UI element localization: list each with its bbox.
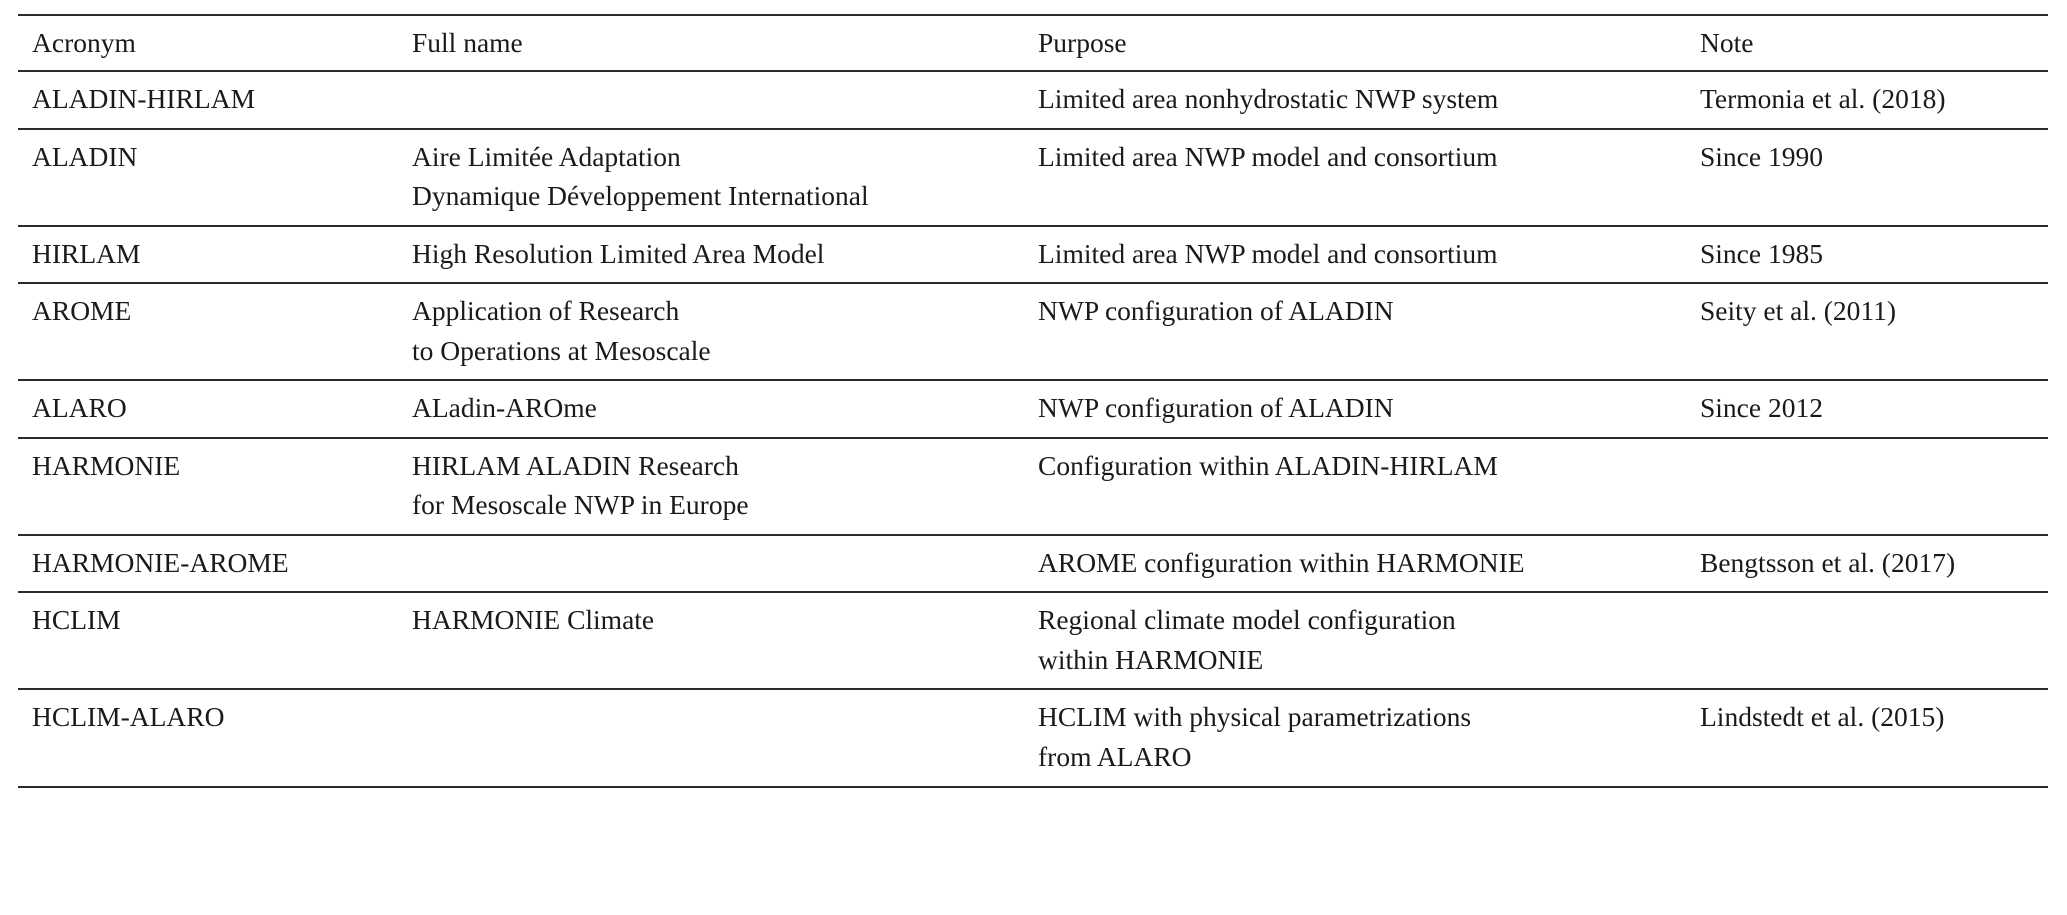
table-cell-acronym — [18, 689, 398, 787]
table-cell-note — [1686, 689, 2048, 787]
table-header — [18, 15, 2048, 71]
table-cell-fullname — [398, 535, 1024, 592]
table-cell-empty — [412, 81, 1006, 116]
column-header-note-label: Note — [1700, 27, 1754, 58]
table-cell-content — [1024, 545, 1686, 580]
acronym-definitions-table — [18, 14, 2048, 788]
table-cell-content — [1686, 699, 2048, 734]
table-cell-line: Seity et al. (2011) — [1700, 295, 1897, 327]
table-cell-line: AROME configuration within HARMONIE — [1038, 546, 1525, 578]
table-cell-fullname — [398, 592, 1024, 689]
table-cell-content — [1686, 236, 2048, 271]
table-cell-content — [1686, 448, 2048, 483]
table-cell-line: Limited area nonhydrostatic NWP system — [1038, 83, 1499, 115]
table-cell-content — [398, 602, 1024, 637]
column-header-full-name-label: Full name — [412, 27, 523, 58]
table-cell-line: from ALARO — [1038, 740, 1192, 772]
table-cell-line: Application of Research — [412, 295, 680, 327]
table-cell-empty — [412, 545, 1006, 580]
table-cell-note — [1686, 592, 2048, 689]
table-cell-content — [398, 448, 1024, 523]
table-cell-content — [398, 545, 1024, 580]
table-cell-fullname — [398, 438, 1024, 535]
table-cell-line: HARMONIE Climate — [412, 604, 655, 636]
table-cell-content — [1686, 293, 2048, 328]
table-header-row — [18, 15, 2048, 71]
table-cell-line: ALARO — [32, 392, 127, 424]
table-cell-empty — [412, 699, 1006, 734]
table-cell-content — [1024, 390, 1686, 425]
table-cell-fullname — [398, 689, 1024, 787]
table-row — [18, 438, 2048, 535]
table-cell-line: HCLIM with physical parametrizations — [1038, 701, 1472, 733]
table-cell-note — [1686, 226, 2048, 283]
table-cell-purpose — [1024, 592, 1686, 689]
table-cell-empty — [1700, 602, 2030, 637]
table-cell-fullname — [398, 226, 1024, 283]
table-cell-content — [18, 699, 398, 734]
table-cell-line: HIRLAM — [32, 237, 141, 269]
table-row — [18, 283, 2048, 380]
table-cell-line: Bengtsson et al. (2017) — [1700, 546, 1956, 578]
table-cell-note — [1686, 283, 2048, 380]
table-cell-line: Configuration within ALADIN-HIRLAM — [1038, 449, 1498, 481]
table-cell-content — [18, 545, 398, 580]
table-cell-acronym — [18, 438, 398, 535]
table-cell-line: HIRLAM ALADIN Research — [412, 449, 739, 481]
table-cell-content — [1024, 602, 1686, 677]
table-cell-purpose — [1024, 535, 1686, 592]
table-cell-note — [1686, 380, 2048, 437]
table-cell-content — [1686, 390, 2048, 425]
table-cell-line: Since 1985 — [1700, 237, 1823, 269]
table-cell-content — [1024, 448, 1686, 483]
table-cell-note — [1686, 129, 2048, 226]
table-cell-line: Limited area NWP model and consortium — [1038, 140, 1498, 172]
table-row — [18, 129, 2048, 226]
table-cell-line: Limited area NWP model and consortium — [1038, 237, 1498, 269]
table-cell-content — [18, 236, 398, 271]
table-cell-line: HCLIM-ALARO — [32, 701, 225, 733]
column-header-full-name — [398, 15, 1024, 71]
table-cell-line: Aire Limitée Adaptation — [412, 140, 681, 172]
table-cell-line: Termonia et al. (2018) — [1700, 83, 1946, 115]
table-cell-content — [1024, 139, 1686, 174]
table-cell-purpose — [1024, 689, 1686, 787]
table-cell-purpose — [1024, 283, 1686, 380]
table-cell-acronym — [18, 380, 398, 437]
table-cell-empty — [1700, 448, 2030, 483]
table-cell-line: Dynamique Développement International — [412, 180, 869, 212]
table-cell-purpose — [1024, 380, 1686, 437]
column-header-purpose — [1024, 15, 1686, 71]
column-header-acronym — [18, 15, 398, 71]
table-cell-content — [18, 448, 398, 483]
table-cell-line: Since 2012 — [1700, 392, 1823, 424]
table-row — [18, 226, 2048, 283]
table-cell-content — [398, 390, 1024, 425]
table-cell-content — [18, 390, 398, 425]
table-cell-acronym — [18, 283, 398, 380]
table-cell-line: within HARMONIE — [1038, 643, 1264, 675]
table-cell-line: ALADIN — [32, 140, 138, 172]
column-header-acronym-label: Acronym — [32, 27, 136, 58]
table-cell-content — [398, 293, 1024, 368]
table-cell-content — [1024, 699, 1686, 774]
table-cell-line: ALadin-AROme — [412, 392, 597, 424]
table-cell-line: HARMONIE — [32, 449, 181, 481]
table-cell-line: to Operations at Mesoscale — [412, 334, 711, 366]
table-cell-fullname — [398, 380, 1024, 437]
table-cell-acronym — [18, 129, 398, 226]
table-cell-note — [1686, 535, 2048, 592]
table-cell-acronym — [18, 71, 398, 128]
table-cell-line: AROME — [32, 295, 132, 327]
table-cell-line: Lindstedt et al. (2015) — [1700, 701, 1945, 733]
table-cell-purpose — [1024, 438, 1686, 535]
table-cell-line: HCLIM — [32, 604, 121, 636]
column-header-purpose-label: Purpose — [1038, 27, 1127, 58]
table-cell-line: Regional climate model configuration — [1038, 604, 1456, 636]
column-header-note — [1686, 15, 2048, 71]
table-cell-line: HARMONIE-AROME — [32, 546, 289, 578]
table-row — [18, 380, 2048, 437]
table-cell-line: ALADIN-HIRLAM — [32, 83, 256, 115]
table-cell-purpose — [1024, 226, 1686, 283]
table-cell-content — [1686, 139, 2048, 174]
table-cell-content — [18, 602, 398, 637]
table-row — [18, 71, 2048, 128]
table-cell-fullname — [398, 129, 1024, 226]
table-cell-content — [18, 139, 398, 174]
table-cell-content — [1686, 602, 2048, 637]
table-cell-content — [1024, 81, 1686, 116]
table-cell-purpose — [1024, 129, 1686, 226]
table-cell-note — [1686, 71, 2048, 128]
table-cell-fullname — [398, 283, 1024, 380]
table-cell-acronym — [18, 226, 398, 283]
table-cell-acronym — [18, 535, 398, 592]
table-cell-content — [398, 81, 1024, 116]
table-cell-line: High Resolution Limited Area Model — [412, 237, 825, 269]
table-row — [18, 535, 2048, 592]
table-cell-line: NWP configuration of ALADIN — [1038, 392, 1394, 424]
table-row — [18, 689, 2048, 787]
table-cell-line: for Mesoscale NWP in Europe — [412, 489, 749, 521]
table-cell-note — [1686, 438, 2048, 535]
table-cell-content — [18, 81, 398, 116]
table-cell-content — [1686, 81, 2048, 116]
table-cell-content — [1686, 545, 2048, 580]
table-cell-content — [18, 293, 398, 328]
table-cell-fullname — [398, 71, 1024, 128]
table-cell-content — [1024, 293, 1686, 328]
table-body — [18, 71, 2048, 787]
table-cell-content — [398, 236, 1024, 271]
table-cell-content — [398, 139, 1024, 214]
table-cell-purpose — [1024, 71, 1686, 128]
table-cell-line: Since 1990 — [1700, 140, 1823, 172]
table-cell-content — [1024, 236, 1686, 271]
table-cell-line: NWP configuration of ALADIN — [1038, 295, 1394, 327]
table-row — [18, 592, 2048, 689]
table-cell-acronym — [18, 592, 398, 689]
table-cell-content — [398, 699, 1024, 734]
